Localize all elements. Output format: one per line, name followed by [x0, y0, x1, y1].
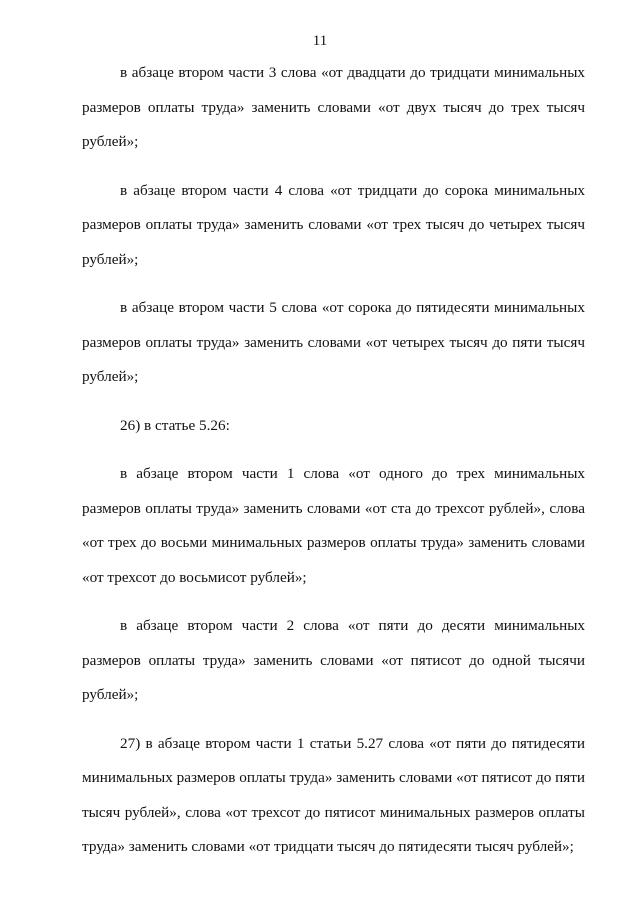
paragraph-part4-amendment: в абзаце втором части 4 слова «от тридцати до сорока минимальных размеров оплаты труда» заменить словами «от трех тысяч до четырех тысяч рублей»;	[82, 181, 585, 268]
document-body	[82, 56, 585, 879]
paragraph-part3-amendment: в абзаце втором части 3 слова «от двадцати до тридцати минимальных размеров оплаты труда» заменить словами «от двух тысяч до трех тысяч рублей»;	[82, 64, 585, 150]
paragraph-article-5-26-part2: в абзаце втором части 2 слова «от пяти до десяти минимальных размеров оплаты труда» заменить словами «от пятисот до одной тысячи рублей»;	[82, 617, 585, 703]
paragraph-item-27: 27) в абзаце втором части 1 статьи 5.27 слова «от пяти до пятидесяти минимальных размеров оплаты труда» заменить словами «от пятисот до пяти тысяч рублей», слова «от трехсот до пятисот минимальных размеров оплаты труда» заменить словами «от тридцати тысяч до пятидесяти тысяч рублей»;	[82, 734, 585, 855]
paragraph-item-26-heading: 26) в статье 5.26:	[120, 416, 230, 434]
paragraph-part5-amendment: в абзаце втором части 5 слова «от сорока до пятидесяти минимальных размеров оплаты труда» заменить словами «от четырех тысяч до пяти тысяч рублей»;	[82, 299, 585, 385]
paragraph-article-5-26-part1: в абзаце втором части 1 слова «от одного до трех минимальных размеров оплаты труда» заменить словами «от ста до трехсот рублей», слова «от трех до восьми минимальных размеров оплаты труда» заменить словами «от трехсот до восьмисот рублей»;	[82, 465, 585, 586]
page-number: 11	[312, 33, 328, 49]
